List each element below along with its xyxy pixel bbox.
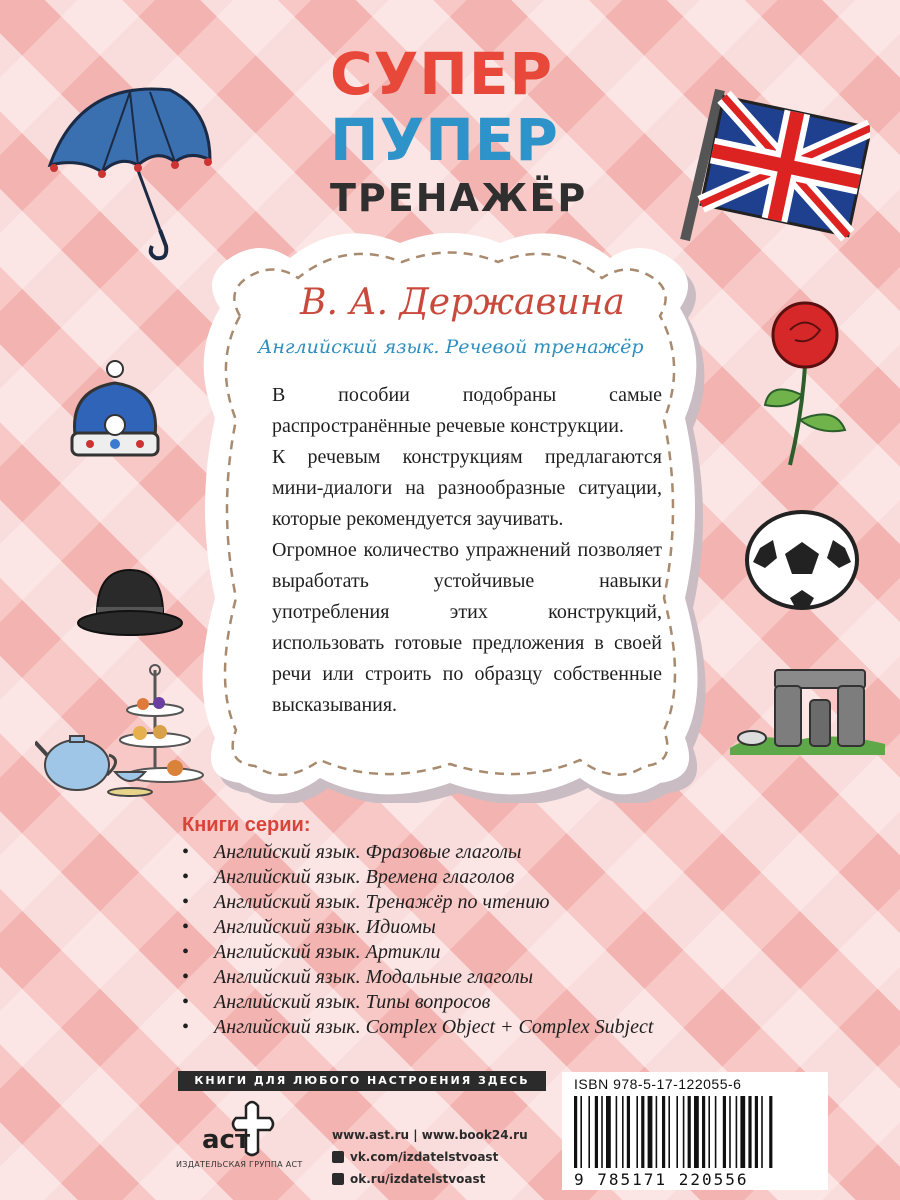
ok-link[interactable]: ok.ru/izdatelstvoast bbox=[350, 1172, 486, 1186]
barcode-bar bbox=[723, 1096, 726, 1168]
bowler-hat-icon bbox=[75, 565, 185, 640]
barcode-bar bbox=[588, 1096, 590, 1168]
crown-icon bbox=[60, 355, 170, 470]
description-paragraph-3: Огромное количество упражнений позволяет выработать устойчивые навыки употребления этих конструкций, использовать готовые предложения в своей речи или строить по образцу собственные высказывания. bbox=[272, 539, 662, 716]
barcode-bar bbox=[595, 1096, 598, 1168]
series-title-line1: СУПЕР bbox=[330, 40, 553, 108]
barcode-bar bbox=[606, 1096, 611, 1168]
barcode-bar bbox=[736, 1096, 738, 1168]
barcode-bar bbox=[748, 1096, 751, 1168]
author-name: В. А. Державина bbox=[300, 282, 625, 323]
list-item: • Английский язык. Времена глаголов bbox=[182, 866, 515, 888]
ast-logo-icon bbox=[200, 1098, 280, 1160]
tea-set-icon bbox=[35, 660, 205, 805]
series-books-list bbox=[182, 840, 782, 1040]
bullet-icon: • bbox=[182, 941, 190, 963]
barcode-bar bbox=[662, 1096, 665, 1168]
barcode-bar bbox=[708, 1096, 710, 1168]
bullet-icon: • bbox=[182, 866, 190, 888]
description-paragraph-1: В пособии подобраны самые распространённые речевые конструкции. bbox=[272, 384, 662, 437]
football-icon bbox=[745, 510, 860, 610]
barcode-bar bbox=[676, 1096, 678, 1168]
barcode-bar bbox=[769, 1096, 772, 1168]
barcode-bar bbox=[688, 1096, 691, 1168]
barcode-bar bbox=[601, 1096, 603, 1168]
barcode-bar bbox=[715, 1096, 717, 1168]
list-item: • Английский язык. Типы вопросов bbox=[182, 991, 491, 1013]
vk-link[interactable]: vk.com/izdatelstvoast bbox=[350, 1150, 499, 1164]
bullet-icon: • bbox=[182, 841, 190, 863]
list-item: • Английский язык. Тренажёр по чтению bbox=[182, 891, 550, 913]
series-title-line3: ТРЕНАЖЁР bbox=[330, 176, 588, 220]
barcode-bar bbox=[668, 1096, 670, 1168]
barcode-bar bbox=[574, 1096, 577, 1168]
book-title: Английский язык. Речевой тренажёр bbox=[258, 336, 644, 358]
barcode-bar bbox=[683, 1096, 685, 1168]
barcode-bar bbox=[740, 1096, 745, 1168]
list-item: • Английский язык. Идиомы bbox=[182, 916, 436, 938]
series-books-heading: Книги серии: bbox=[182, 814, 311, 836]
barcode-bar bbox=[694, 1096, 699, 1168]
rose-icon bbox=[750, 295, 860, 475]
barcode-bar bbox=[761, 1096, 763, 1168]
tagline-banner: КНИГИ ДЛЯ ЛЮБОГО НАСТРОЕНИЯ ЗДЕСЬ bbox=[178, 1071, 546, 1091]
isbn-text: ISBN 978-5-17-122055-6 bbox=[574, 1076, 742, 1092]
bullet-icon: • bbox=[182, 966, 190, 988]
barcode-bar bbox=[648, 1096, 653, 1168]
barcode-bar bbox=[641, 1096, 644, 1168]
barcode-bar bbox=[636, 1096, 638, 1168]
websites-link[interactable]: www.ast.ru | www.book24.ru bbox=[332, 1128, 528, 1142]
bullet-icon: • bbox=[182, 991, 190, 1013]
vk-icon bbox=[332, 1151, 344, 1163]
publisher-links bbox=[332, 1124, 528, 1190]
series-title-line2: ПУПЕР bbox=[330, 106, 559, 174]
series-title bbox=[330, 40, 587, 220]
barcode-bar bbox=[755, 1096, 758, 1168]
list-item: • Английский язык. Артикли bbox=[182, 941, 441, 963]
barcode-bar bbox=[580, 1096, 582, 1168]
barcode-bar bbox=[627, 1096, 630, 1168]
list-item: • Английский язык. Модальные глаголы bbox=[182, 966, 534, 988]
bullet-icon: • bbox=[182, 916, 190, 938]
book-description bbox=[272, 380, 662, 721]
barcode-icon bbox=[574, 1096, 818, 1168]
stonehenge-icon bbox=[730, 660, 885, 755]
bullet-icon: • bbox=[182, 1016, 190, 1038]
bullet-icon: • bbox=[182, 891, 190, 913]
ok-icon bbox=[332, 1173, 344, 1185]
publisher-name: ИЗДАТЕЛЬСКАЯ ГРУППА АСТ bbox=[176, 1160, 303, 1169]
barcode-bar bbox=[622, 1096, 624, 1168]
barcode-bar bbox=[656, 1096, 658, 1168]
barcode-bar bbox=[702, 1096, 705, 1168]
barcode-bar bbox=[729, 1096, 731, 1168]
description-paragraph-2: К речевым конструкциям предлагаются мини-диалоги на разнообразные ситуации, которые рекомендуется заучивать. bbox=[272, 446, 662, 530]
barcode-bar bbox=[616, 1096, 618, 1168]
barcode-number: 9 785171 220556 bbox=[574, 1170, 749, 1189]
list-item: • Английский язык. Фразовые глаголы bbox=[182, 841, 522, 863]
list-item: • Английский язык. Complex Object + Complex Subject bbox=[182, 1016, 654, 1038]
logo-text: аст bbox=[202, 1125, 251, 1155]
